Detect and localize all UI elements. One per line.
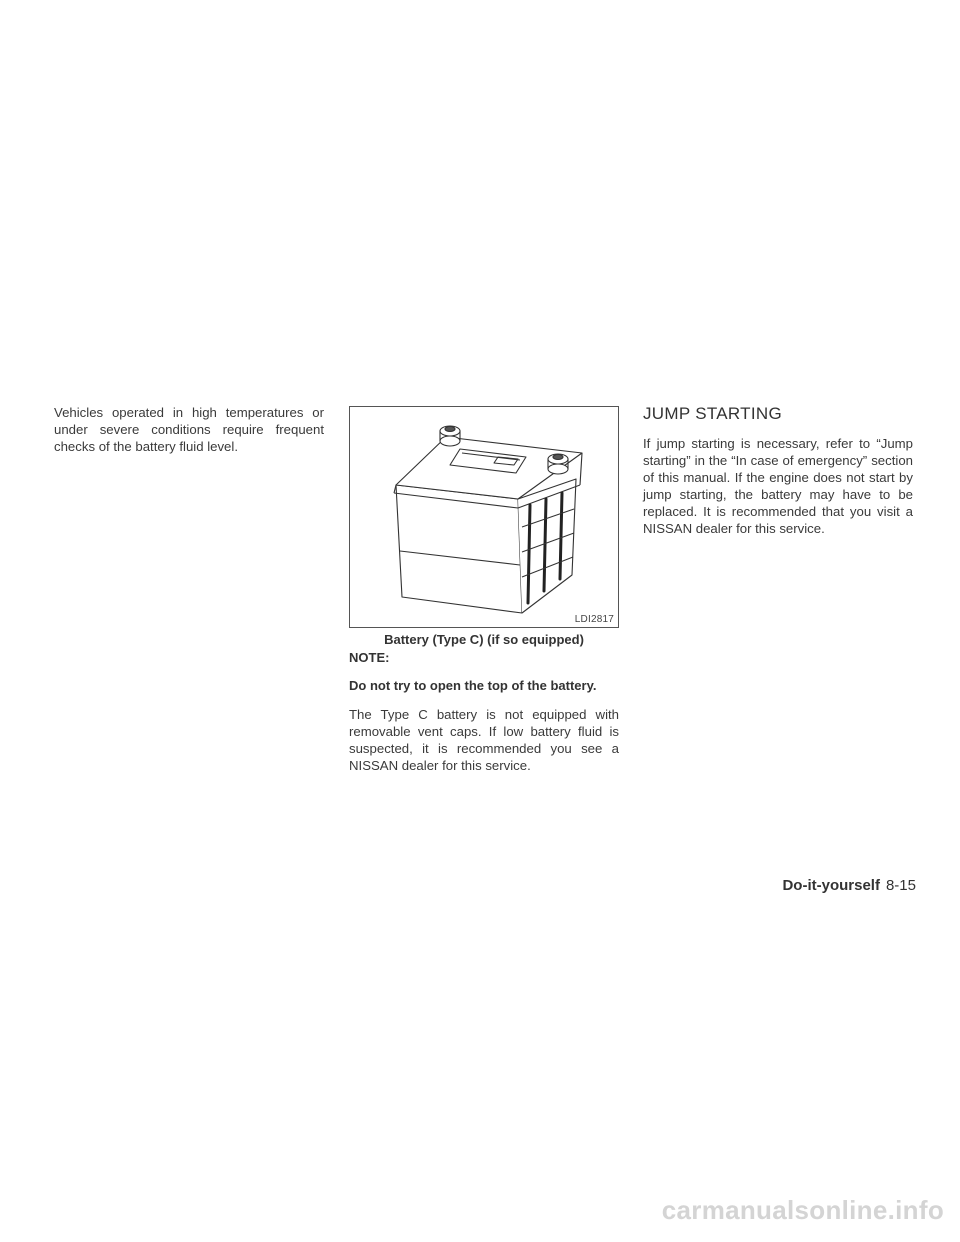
middle-column bbox=[349, 404, 619, 774]
battery-figure bbox=[349, 406, 619, 628]
note-body-paragraph: The Type C battery is not equipped with removable vent caps. If low battery fluid is suspected, it is recommended you see a NISSAN dealer for this service. bbox=[349, 707, 619, 773]
page-number: 8-15 bbox=[885, 877, 916, 894]
section-title-jump-starting: JUMP STARTING bbox=[643, 404, 782, 423]
page-footer bbox=[782, 877, 916, 894]
jump-starting-paragraph: If jump starting is necessary, refer to “Jump starting” in the “In case of emergency” section of this manual. If the engine does not start by jump starting, the battery may have to be replaced. It is recommended that you visit a NISSAN dealer for this service. bbox=[643, 436, 913, 536]
figure-code: LDI2817 bbox=[574, 614, 614, 625]
note-warning: Do not try to open the top of the battery. bbox=[349, 678, 597, 693]
right-column bbox=[643, 404, 913, 537]
figure-caption: Battery (Type C) (if so equipped) bbox=[384, 632, 584, 647]
watermark: carmanualsonline.info bbox=[661, 1195, 944, 1225]
battery-illustration bbox=[350, 407, 618, 627]
battery-fluid-paragraph: Vehicles operated in high temperatures or under severe conditions require frequent checks of the battery fluid level. bbox=[54, 405, 324, 454]
note-label: NOTE: bbox=[349, 650, 390, 665]
left-column bbox=[54, 404, 324, 455]
chapter-name: Do-it-yourself bbox=[782, 877, 880, 894]
